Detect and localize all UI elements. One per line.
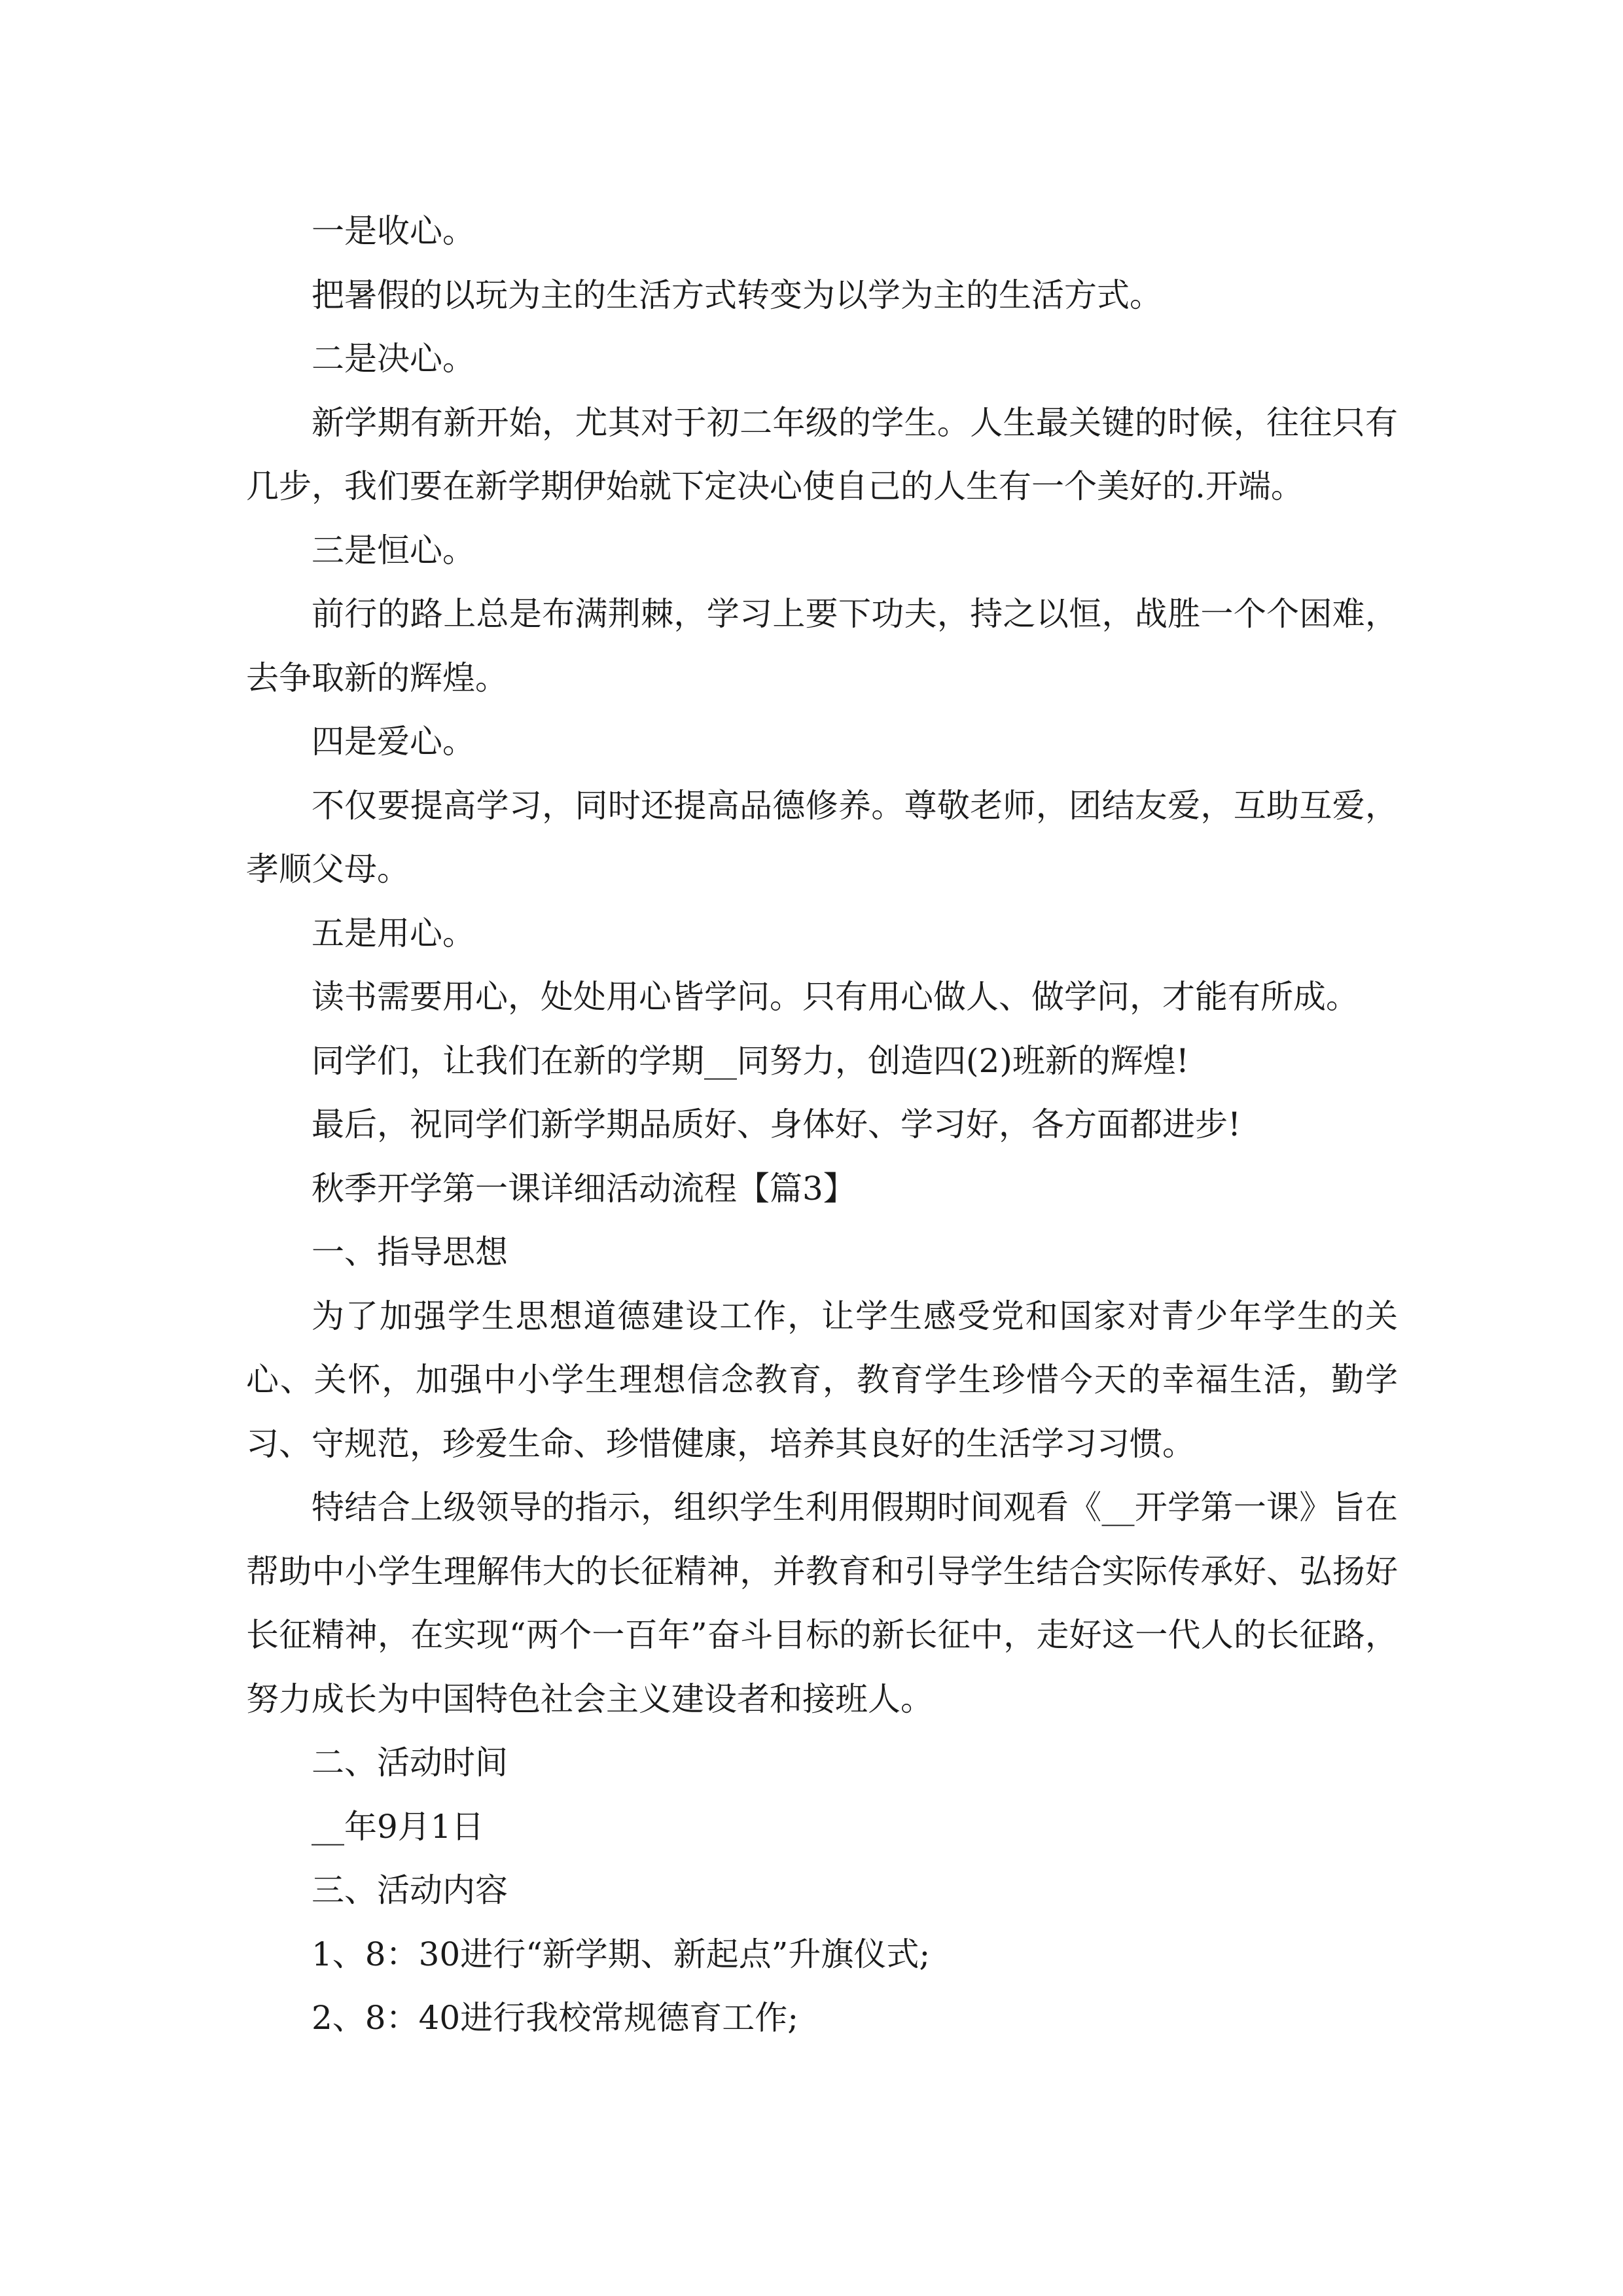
paragraph: 新学期有新开始，尤其对于初二年级的学生。人生最关键的时候，往往只有几步，我们要在新学期伊始就下定决心使自己的人生有一个美好的.开端。	[246, 403, 1398, 505]
paragraph: 为了加强学生思想道德建设工作，让学生感受党和国家对青少年学生的关心、关怀，加强中小学生理想信念教育，教育学生珍惜今天的幸福生活，勤学习、守规范，珍爱生命、珍惜健康，培养其良好的生活学习习惯。	[246, 1297, 1398, 1463]
section-title: 秋季开学第一课详细活动流程【篇3】	[312, 1169, 856, 1208]
heading: 三、活动内容	[312, 1871, 508, 1909]
paragraph: 一是收心。	[312, 212, 475, 250]
paragraph: 前行的路上总是布满荆棘，学习上要下功夫，持之以恒，战胜一个个困难，去争取新的辉煌。	[246, 595, 1398, 697]
paragraph: __年9月1日	[312, 1807, 484, 1846]
paragraph: 三是恒心。	[312, 531, 475, 569]
list-item: 1、8：30进行“新学期、新起点”升旗仪式;	[312, 1935, 931, 1973]
paragraph: 读书需要用心，处处用心皆学问。只有用心做人、做学问，才能有所成。	[312, 978, 1359, 1016]
document-body	[246, 200, 1398, 2051]
paragraph: 把暑假的以玩为主的生活方式转变为以学为主的生活方式。	[312, 276, 1162, 314]
paragraph: 不仅要提高学习，同时还提高品德修养。尊敬老师，团结友爱，互助互爱，孝顺父母。	[246, 786, 1398, 888]
paragraph: 五是用心。	[312, 914, 475, 952]
paragraph: 同学们，让我们在新的学期__同努力，创造四(2)班新的辉煌!	[312, 1041, 1189, 1080]
paragraph: 特结合上级领导的指示，组织学生利用假期时间观看《__开学第一课》旨在帮助中小学生理解伟大的长征精神，并教育和引导学生结合实际传承好、弘扬好长征精神，在实现“两个一百年”奋斗目标的新长征中，走好这一代人的长征路，努力成长为中国特色社会主义建设者和接班人。	[246, 1488, 1398, 1718]
paragraph: 四是爱心。	[312, 723, 475, 761]
heading: 一、指导思想	[312, 1233, 508, 1271]
list-item: 2、8：40进行我校常规德育工作;	[312, 1999, 799, 2037]
paragraph: 二是决心。	[312, 340, 475, 378]
paragraph: 最后，祝同学们新学期品质好、身体好、学习好，各方面都进步!	[312, 1105, 1241, 1143]
heading: 二、活动时间	[312, 1744, 508, 1782]
